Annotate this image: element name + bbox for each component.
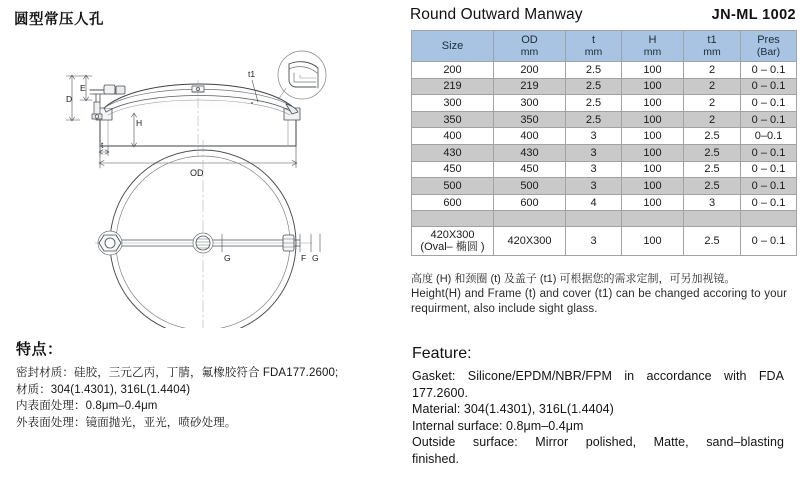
chinese-feature-block	[16, 338, 404, 431]
cell-od: 300	[494, 95, 566, 112]
col-header-h-name: H	[648, 34, 657, 46]
cell-t: 3	[566, 178, 622, 195]
detail-callout	[278, 51, 326, 100]
cell-od: 200	[494, 62, 566, 79]
cell-t1: 2.5	[684, 144, 741, 161]
cell-pres: 0 – 0.1	[741, 144, 797, 161]
cell-t1: 2.5	[684, 178, 741, 195]
chinese-feature-line-material: 材质：304(1.4301), 316L(1.4404)	[16, 383, 191, 396]
col-header-pres	[741, 31, 797, 62]
cell-t: 2.5	[566, 111, 622, 128]
page-title-chinese: 圆型常压人孔	[14, 12, 104, 28]
label-t1: t1	[248, 69, 256, 79]
cell-pres: 0 – 0.1	[741, 111, 797, 128]
cell-pres: 0 – 0.1	[741, 194, 797, 211]
cell-pres: 0 – 0.1	[741, 161, 797, 178]
table-body	[412, 62, 797, 256]
col-header-od	[494, 31, 566, 62]
cell-size: 430	[412, 144, 494, 161]
product-code: JN-ML 1002	[711, 7, 796, 23]
product-title: Round Outward Manway	[410, 6, 583, 23]
col-header-h	[622, 31, 684, 62]
cell-size-line2: (Oval– 椭圆 )	[420, 241, 485, 254]
col-header-od-name: OD	[521, 34, 538, 46]
dimension-OD	[99, 146, 297, 168]
cell-pres: 0 – 0.1	[741, 95, 797, 112]
cell-t1: 2	[684, 78, 741, 95]
cell-pres: 0 – 0.1	[741, 62, 797, 79]
specification-table	[411, 30, 797, 256]
table-note-english-line1: Height(H) and Frame (t) and cover (t1) can be changed accoring to your	[411, 288, 787, 300]
manway-drawing-svg	[0, 28, 404, 328]
cell-t1: 2	[684, 95, 741, 112]
english-feature-material: Material: 304(1.4301), 316L(1.4404)	[412, 402, 614, 416]
label-D: D	[66, 94, 73, 104]
cell-od: 420X300	[494, 227, 566, 256]
cell-t: 3	[566, 128, 622, 145]
chinese-feature-title: 特点：	[16, 341, 63, 358]
chinese-feature-line-gasket: 密封材质：硅胶，三元乙丙，丁腈，氟橡胶符合 FDA177.2600;	[16, 367, 339, 379]
cell-od: 350	[494, 111, 566, 128]
table-row	[412, 78, 797, 95]
col-header-od-unit: mm	[520, 46, 539, 58]
table-row-oval	[412, 227, 797, 256]
cell-t: 3	[566, 227, 622, 256]
chinese-feature-line-internal-surface: 内表面处理：0.8μm–0.4μm	[16, 400, 158, 412]
cell-t: 2.5	[566, 62, 622, 79]
chinese-feature-line-outside-surface: 外表面处理：镜面抛光，亚光，喷砂处理。	[16, 416, 237, 429]
cell-t1: 2.5	[684, 227, 741, 256]
product-header	[410, 6, 796, 28]
label-OD: OD	[190, 168, 204, 178]
table-row	[412, 161, 797, 178]
cell-h: 100	[622, 227, 684, 256]
cell-size: 219	[412, 78, 494, 95]
col-header-t1-name: t1	[707, 34, 717, 46]
english-feature-title: Feature:	[412, 345, 472, 362]
cell-od: 500	[494, 178, 566, 195]
spacer-cell	[412, 211, 494, 227]
cell-pres: 0 – 0.1	[741, 78, 797, 95]
col-header-t1-unit: mm	[703, 46, 721, 58]
cell-size: 400	[412, 128, 494, 145]
table-row	[412, 144, 797, 161]
cell-h: 100	[622, 128, 684, 145]
cell-od: 219	[494, 78, 566, 95]
plan-center-hub	[193, 233, 213, 253]
cell-t: 2.5	[566, 95, 622, 112]
table-row	[412, 111, 797, 128]
label-H: H	[136, 118, 143, 128]
label-E: E	[80, 83, 86, 93]
table-row	[412, 194, 797, 211]
cell-t: 2.5	[566, 78, 622, 95]
cell-size: 450	[412, 161, 494, 178]
cell-size: 200	[412, 62, 494, 79]
cell-h: 100	[622, 111, 684, 128]
col-header-size-name: Size	[441, 40, 464, 52]
spacer-cell	[622, 211, 684, 227]
col-header-size	[412, 31, 494, 62]
cell-size-line1: 420X300	[430, 228, 475, 241]
cell-h: 100	[622, 161, 684, 178]
spacer-cell	[494, 211, 566, 227]
col-header-pres-unit: (Bar)	[756, 46, 781, 58]
table-note-english-line2: requirment, also include sight glass.	[411, 303, 598, 315]
cell-od: 400	[494, 128, 566, 145]
table-row	[412, 95, 797, 112]
cell-pres: 0–0.1	[741, 128, 797, 145]
cell-h: 100	[622, 178, 684, 195]
plan-view	[95, 140, 320, 328]
english-feature-block	[412, 345, 798, 467]
table-header-row	[412, 31, 797, 62]
label-G-right: G	[312, 253, 319, 263]
cell-size: 500	[412, 178, 494, 195]
label-G-center: G	[224, 253, 231, 263]
spec-table-wrapper	[411, 30, 796, 256]
plan-handle-left	[98, 231, 122, 255]
col-header-t	[566, 31, 622, 62]
cell-h: 100	[622, 144, 684, 161]
cell-h: 100	[622, 95, 684, 112]
cell-t: 4	[566, 194, 622, 211]
plan-hub-right	[283, 235, 294, 251]
col-header-t1	[684, 31, 741, 62]
table-head	[412, 31, 797, 62]
table-row	[412, 178, 797, 195]
right-panel	[404, 0, 800, 483]
table-spacer-row	[412, 211, 797, 227]
cell-h: 100	[622, 194, 684, 211]
table-row	[412, 62, 797, 79]
cell-pres: 0 – 0.1	[741, 227, 797, 256]
cell-size: 600	[412, 194, 494, 211]
cell-t1: 2.5	[684, 128, 741, 145]
english-feature-gasket-line2: 177.2600.	[412, 385, 469, 400]
english-feature-internal-surface: Internal surface: 0.8μm–0.4μm	[412, 418, 584, 433]
english-feature-outside-surface-line2: finished.	[412, 451, 460, 466]
table-note-chinese: 高度 (H) 和颈圈 (t) 及盖子 (t1) 可根据您的需求定制，可另加视镜。	[411, 273, 736, 285]
col-header-pres-name: Pres	[757, 34, 780, 46]
cell-size	[412, 227, 494, 256]
cell-h: 100	[622, 62, 684, 79]
spacer-cell	[566, 211, 622, 227]
cell-od: 450	[494, 161, 566, 178]
label-F: F	[301, 253, 307, 263]
english-feature-outside-surface-line1: Outside surface: Mirror polished, Matte, sand–blasting	[412, 435, 784, 449]
cell-t1: 2	[684, 111, 741, 128]
cell-t: 3	[566, 144, 622, 161]
cell-od: 600	[494, 194, 566, 211]
technical-drawing	[0, 28, 404, 328]
col-header-t-unit: mm	[584, 46, 603, 58]
table-row	[412, 128, 797, 145]
cell-pres: 0 – 0.1	[741, 178, 797, 195]
col-header-t-name: t	[591, 34, 596, 46]
cell-t: 3	[566, 161, 622, 178]
english-feature-gasket-line1: Gasket: Silicone/EPDM/NBR/FPM in accordance with FDA	[412, 369, 784, 383]
label-t: t	[101, 140, 104, 150]
cell-t1: 3	[684, 194, 741, 211]
cell-size: 300	[412, 95, 494, 112]
cell-h: 100	[622, 78, 684, 95]
spacer-cell	[684, 211, 741, 227]
cell-od: 430	[494, 144, 566, 161]
cell-t1: 2.5	[684, 161, 741, 178]
spacer-cell	[741, 211, 797, 227]
cell-t1: 2	[684, 62, 741, 79]
col-header-h-unit: mm	[643, 46, 662, 58]
table-note	[411, 271, 797, 317]
cell-size: 350	[412, 111, 494, 128]
